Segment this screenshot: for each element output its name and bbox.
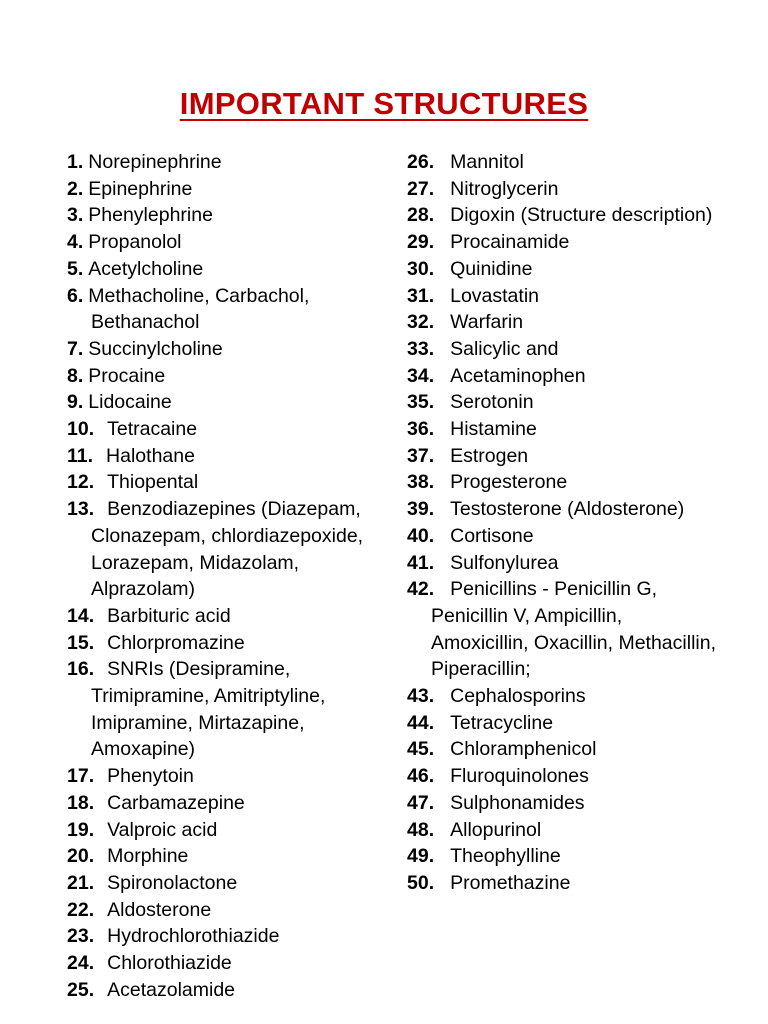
list-item-number: 26. xyxy=(407,151,435,173)
list-item-number: 18. xyxy=(67,791,95,814)
list-item-number: 30. xyxy=(407,257,435,280)
list-item-number: 40. xyxy=(407,524,435,547)
structure-list-right xyxy=(407,149,762,897)
list-item xyxy=(407,550,762,577)
list-item xyxy=(407,283,762,310)
list-item-text: Procaine xyxy=(88,364,166,387)
list-item xyxy=(67,363,397,390)
list-item-number: 31. xyxy=(407,284,435,307)
list-item-continuation xyxy=(67,736,397,763)
list-item-continuation xyxy=(407,656,762,683)
list-item-continuation xyxy=(67,309,397,336)
list-item-text: Tetracaine xyxy=(107,418,198,441)
list-item-number: 14. xyxy=(67,604,95,627)
list-item-number: 7. xyxy=(67,337,84,360)
list-item-text: Epinephrine xyxy=(88,177,193,200)
list-item-text: Spironolactone xyxy=(107,871,238,894)
list-item xyxy=(67,256,397,283)
list-item-number: 45. xyxy=(407,738,435,761)
list-item xyxy=(407,576,762,603)
list-item-text: Bethanachol xyxy=(91,311,200,334)
list-item-number: 22. xyxy=(67,898,95,921)
list-item-number: 21. xyxy=(67,871,95,894)
list-item xyxy=(67,790,397,817)
list-item-number: 39. xyxy=(407,498,435,521)
list-item-continuation xyxy=(67,683,397,710)
list-item-number: 48. xyxy=(407,818,435,841)
list-item-text: Chlorpromazine xyxy=(107,631,245,654)
list-item-number: 9. xyxy=(67,391,84,414)
list-item-text: Estrogen xyxy=(450,444,529,467)
list-item-number: 6. xyxy=(67,284,84,307)
list-item-continuation xyxy=(67,550,397,577)
list-item-number: 10. xyxy=(67,418,95,441)
list-item-number: 43. xyxy=(407,685,435,708)
list-item-text: Digoxin (Structure description) xyxy=(450,204,713,227)
list-item xyxy=(407,336,762,363)
list-item-text: Mannitol xyxy=(450,151,524,173)
list-item-number: 38. xyxy=(407,471,435,494)
list-item-text: Trimipramine, Amitriptyline, xyxy=(91,685,326,708)
list-item-continuation xyxy=(407,630,762,657)
list-item-text: Progesterone xyxy=(450,471,568,494)
list-item xyxy=(67,389,397,416)
list-item xyxy=(407,256,762,283)
list-item xyxy=(407,202,762,229)
list-item xyxy=(407,309,762,336)
list-item-number: 36. xyxy=(407,418,435,441)
list-item-text: Amoxapine) xyxy=(91,738,196,761)
list-item-text: Lovastatin xyxy=(450,284,540,307)
list-item-continuation xyxy=(407,603,762,630)
list-item xyxy=(407,469,762,496)
list-item xyxy=(67,469,397,496)
list-item-continuation xyxy=(67,523,397,550)
list-item xyxy=(67,176,397,203)
list-item xyxy=(67,149,397,176)
list-item xyxy=(67,897,397,924)
list-item-text: Penicillins - Penicillin G, xyxy=(450,578,658,601)
list-item xyxy=(407,736,762,763)
list-item-text: Allopurinol xyxy=(450,818,542,841)
list-item xyxy=(407,683,762,710)
list-item-number: 11. xyxy=(67,444,94,467)
list-item-number: 29. xyxy=(407,231,435,254)
list-item-text: Succinylcholine xyxy=(88,337,223,360)
list-item xyxy=(67,763,397,790)
list-item-number: 50. xyxy=(407,871,435,894)
list-item-number: 16. xyxy=(67,658,95,681)
list-item-number: 13. xyxy=(67,498,95,521)
list-item-text: Aldosterone xyxy=(107,898,212,921)
list-item-text: Quinidine xyxy=(450,257,533,280)
list-item xyxy=(67,870,397,897)
list-item-number: 19. xyxy=(67,818,95,841)
list-item xyxy=(407,416,762,443)
list-item-number: 5. xyxy=(67,257,84,280)
list-item-text: Valproic acid xyxy=(107,818,218,841)
list-item-number: 32. xyxy=(407,311,435,334)
list-item xyxy=(67,817,397,844)
list-item-number: 27. xyxy=(407,177,435,200)
list-item-text: Testosterone (Aldosterone) xyxy=(450,498,685,521)
list-item xyxy=(67,923,397,950)
list-item-number: 4. xyxy=(67,231,84,254)
list-item xyxy=(67,656,397,683)
list-item-number: 47. xyxy=(407,791,435,814)
list-item-number: 44. xyxy=(407,711,435,734)
list-item xyxy=(67,950,397,977)
list-item xyxy=(67,843,397,870)
list-item-text: Fluroquinolones xyxy=(450,765,589,788)
list-item-number: 24. xyxy=(67,952,95,975)
list-item-text: Promethazine xyxy=(450,871,571,894)
list-item xyxy=(67,202,397,229)
list-item-text: Acetazolamide xyxy=(107,978,236,1001)
list-item-text: Benzodiazepines (Diazepam, xyxy=(107,498,361,521)
list-item-text: Theophylline xyxy=(450,845,561,868)
list-item-text: Lorazepam, Midazolam, xyxy=(91,551,300,574)
list-item-number: 23. xyxy=(67,925,95,948)
list-item xyxy=(407,763,762,790)
list-item-number: 33. xyxy=(407,337,435,360)
list-item-text: Lidocaine xyxy=(88,391,172,414)
list-item-number: 15. xyxy=(67,631,95,654)
list-item-continuation xyxy=(67,710,397,737)
list-item xyxy=(407,229,762,256)
list-item xyxy=(67,630,397,657)
list-item-text: Cortisone xyxy=(450,524,534,547)
list-item xyxy=(407,710,762,737)
list-item-text: Serotonin xyxy=(450,391,534,414)
list-item-text: Hydrochlorothiazide xyxy=(107,925,280,948)
list-item-text: Norepinephrine xyxy=(88,151,222,173)
list-item xyxy=(407,363,762,390)
list-item-number: 20. xyxy=(67,845,95,868)
list-item-text: Phenylephrine xyxy=(88,204,213,227)
list-item-text: Morphine xyxy=(107,845,189,868)
list-item xyxy=(67,443,397,470)
list-item-number: 49. xyxy=(407,845,435,868)
list-item-text: Acetylcholine xyxy=(88,257,204,280)
list-item-text: Thiopental xyxy=(107,471,199,494)
list-item xyxy=(67,496,397,523)
list-item-text: Acetaminophen xyxy=(450,364,586,387)
list-item-text: Piperacillin; xyxy=(431,658,531,681)
list-item xyxy=(67,977,397,1004)
list-item-number: 17. xyxy=(67,765,95,788)
list-item xyxy=(67,603,397,630)
list-item xyxy=(407,496,762,523)
list-item-number: 28. xyxy=(407,204,435,227)
list-item-number: 25. xyxy=(67,978,95,1001)
list-item-text: Imipramine, Mirtazapine, xyxy=(91,711,305,734)
list-item-text: Methacholine, Carbachol, xyxy=(88,284,310,307)
list-item-text: Penicillin V, Ampicillin, xyxy=(431,604,623,627)
list-item xyxy=(407,389,762,416)
list-item-text: SNRIs (Desipramine, xyxy=(107,658,291,681)
list-item-text: Nitroglycerin xyxy=(450,177,559,200)
list-item-text: Sulphonamides xyxy=(450,791,585,814)
page-title: IMPORTANT STRUCTURES xyxy=(179,86,589,121)
list-item xyxy=(67,283,397,310)
list-item-number: 42. xyxy=(407,578,435,601)
list-item-text: Carbamazepine xyxy=(107,791,245,814)
list-item-number: 2. xyxy=(67,177,84,200)
structure-list-left xyxy=(67,149,397,1004)
list-item xyxy=(67,416,397,443)
list-item xyxy=(407,523,762,550)
list-item xyxy=(407,843,762,870)
list-item xyxy=(407,790,762,817)
list-item-number: 35. xyxy=(407,391,435,414)
list-item-number: 8. xyxy=(67,364,84,387)
list-item-text: Tetracycline xyxy=(450,711,554,734)
list-item-text: Alprazolam) xyxy=(91,578,196,601)
list-item-text: Clonazepam, chlordiazepoxide, xyxy=(91,524,364,547)
list-item-text: Halothane xyxy=(106,444,195,467)
list-item-text: Procainamide xyxy=(450,231,570,254)
list-item-text: Cephalosporins xyxy=(450,685,586,708)
list-item xyxy=(407,870,762,897)
list-item-text: Sulfonylurea xyxy=(450,551,559,574)
list-item-text: Chlorothiazide xyxy=(107,952,232,975)
list-item xyxy=(407,817,762,844)
list-item-text: Warfarin xyxy=(450,311,524,334)
list-item-text: Amoxicillin, Oxacillin, Methacillin, xyxy=(431,631,716,654)
list-item-text: Propanolol xyxy=(88,231,182,254)
list-item-text: Chloramphenicol xyxy=(450,738,597,761)
list-item xyxy=(67,336,397,363)
list-item xyxy=(407,149,762,176)
list-item-text: Barbituric acid xyxy=(107,604,231,627)
list-item-number: 3. xyxy=(67,204,84,227)
list-item-number: 34. xyxy=(407,364,435,387)
list-item xyxy=(67,229,397,256)
list-item xyxy=(407,176,762,203)
list-item-number: 41. xyxy=(407,551,435,574)
list-item-continuation xyxy=(67,576,397,603)
list-item-number: 12. xyxy=(67,471,95,494)
list-item-text: Histamine xyxy=(450,418,537,441)
list-item xyxy=(407,443,762,470)
list-item-number: 37. xyxy=(407,444,435,467)
list-item-text: Phenytoin xyxy=(107,765,194,788)
list-item-number: 46. xyxy=(407,765,435,788)
list-item-number: 1. xyxy=(67,151,84,173)
list-item-text: Salicylic and xyxy=(450,337,559,360)
